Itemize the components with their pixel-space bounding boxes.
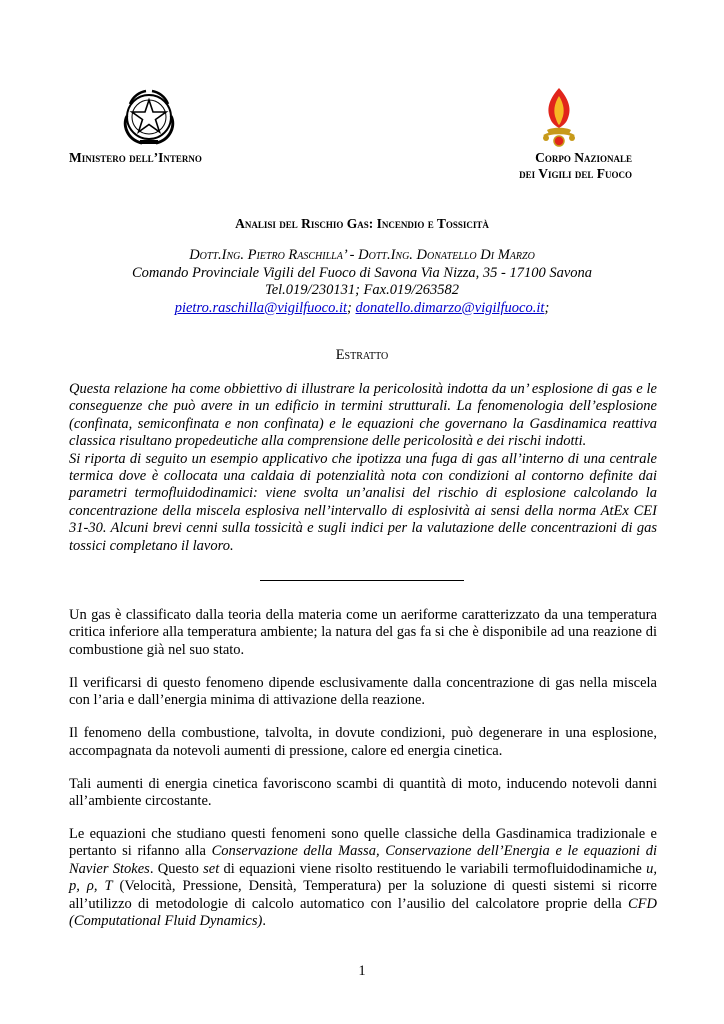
- author-emails: [60, 300, 664, 318]
- abstract-paragraph: Si riporta di seguito un esempio applicativo che ipotizza una fuga di gas all’interno di una centrale termica dove è collocata una caldaia di potenzialità nota con condizioni al contorno definite dai parametri termofluidodinamici: viene svolta un’analisi del rischio di esplosione calcolando la concentrazione della miscela esplosiva nell’intervallo di esplosività ai sensi della norma AtEx CEI 31-30. Alcuni brevi cenni sulla tossicità e sugli indici per la valutazione delle concentrazioni di gas tossici completano il lavoro.: [69, 450, 657, 554]
- body-text: [69, 607, 657, 946]
- email-link-dimarzo[interactable]: donatello.dimarzo@vigilfuoco.it: [355, 299, 545, 316]
- body-paragraph-3: Il fenomeno della combustione, talvolta, in dovute condizioni, può degenerare in una esplosione, accompagnata da notevoli aumenti di pressione, calore ed energia cinetica.: [69, 725, 657, 759]
- body-paragraph-1: Un gas è classificato dalla teoria della materia come un aeriforme caratterizzato da una temperatura critica inferiore alla temperatura ambiente; la natura del gas fa si che è disponibile ad una reazione di combustione già nel suo stato.: [69, 607, 657, 658]
- author-names: Dott.Ing. Pietro Raschilla’ - Dott.Ing. Donatello Di Marzo: [189, 247, 535, 263]
- abstract-heading: Estratto: [335, 347, 389, 363]
- abstract: [69, 381, 657, 555]
- email-separator: ;: [347, 299, 352, 316]
- italian-republic-emblem-icon: [118, 86, 180, 148]
- body-paragraph-2: Il verificarsi di questo fenomeno dipende esclusivamente dalla concentrazione di gas nella miscela con l’aria e dall’energia minima di attivazione della reazione.: [69, 674, 657, 709]
- body-paragraph-5: Le equazioni che studiano questi fenomeni sono quelle classiche della Gasdinamica tradizionale e pertanto si rifanno alla Conservazione della Massa, Conservazione dell’Energia e le equazioni di Navier Stokes. Questo set di equazioni viene risolto restituendo le variabili termofluidodinamiche u, p, ρ, T (Velocità, Pressione, Densità, Temperatura) per la soluzione di questi sistemi si ricorre all’utilizzo di metodologie di calcolo automatico con l’ausilio del calcolatore proprie della CFD (Computational Fluid Dynamics).: [69, 826, 657, 930]
- section-divider: [260, 580, 464, 581]
- vigili-del-fuoco-flame-emblem-icon: [538, 86, 580, 148]
- abstract-paragraph: Questa relazione ha come obbiettivo di illustrare la pericolosità indotta da un’ esplosione di gas e le conseguenze che può avere in un edificio in termini strutturali. La fenomenologia dell’esplosione (confinata, semiconfinata e non confinata) e le equazioni che governano la Gasdinamica reattiva classica risultano propedeutiche alla comprensione delle pericolosità e dei rischi indotti.: [69, 381, 657, 450]
- ministry-header: Ministero dell’Interno: [69, 150, 202, 165]
- email-separator: ;: [544, 299, 550, 316]
- fire-corps-header: [470, 150, 632, 182]
- body-paragraph-4: Tali aumenti di energia cinetica favoriscono scambi di quantità di moto, inducendo notevoli danni all’ambiente circostante.: [69, 775, 657, 810]
- authors-block: [60, 247, 664, 317]
- email-link-raschilla[interactable]: pietro.raschilla@vigilfuoco.it: [174, 299, 348, 316]
- fire-corps-line2: dei Vigili del Fuoco: [519, 166, 632, 181]
- author-phone: Tel.019/230131; Fax.019/263582: [264, 282, 459, 298]
- page-number: 1: [358, 963, 366, 979]
- author-address: Comando Provinciale Vigili del Fuoco di Savona Via Nizza, 35 - 17100 Savona: [131, 264, 593, 281]
- fire-corps-line1: Corpo Nazionale: [535, 150, 632, 165]
- document-title: Analisi del Rischio Gas: Incendio e Tossicità: [235, 216, 489, 231]
